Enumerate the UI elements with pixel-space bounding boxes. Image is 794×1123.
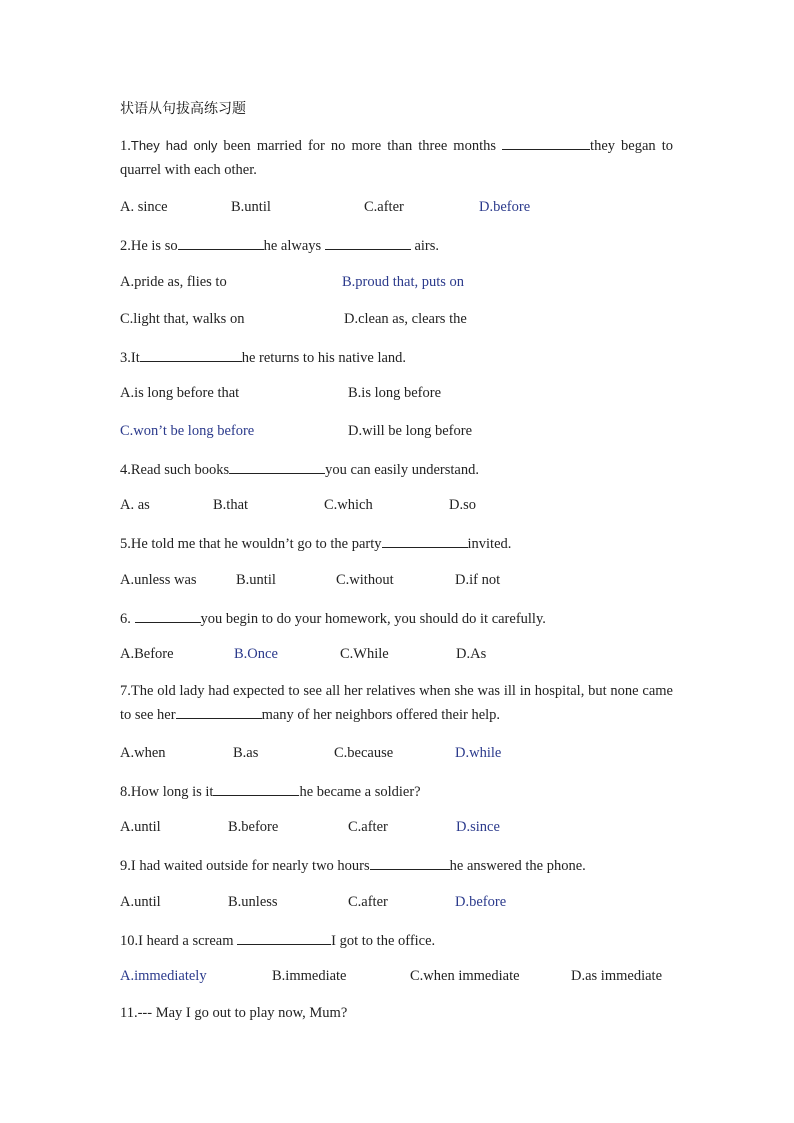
question-3-text-post: he returns to his native land. (241, 350, 407, 366)
question-8 (120, 782, 421, 801)
option-a: A. as (120, 497, 150, 513)
question-11: 11.--- May I go out to play now, Mum? (120, 1005, 348, 1021)
option-b: B.immediate (272, 968, 347, 984)
answer-blank (178, 236, 264, 250)
question-3 (120, 348, 406, 367)
option-c: C.after (348, 894, 388, 910)
option-b: B.before (228, 819, 279, 835)
question-4-text-post: you can easily understand. (325, 462, 479, 478)
answer-blank (502, 136, 590, 150)
question-4-text-pre: 4.Read such books (120, 462, 230, 478)
option-a: A.is long before that (120, 385, 240, 401)
question-9 (120, 856, 586, 875)
option-a: A.immediately (120, 968, 207, 984)
question-6-text-pre: 6. (120, 611, 135, 627)
question-10-text-pre: 10.I heard a scream (120, 933, 238, 949)
question-6-text-post: you begin to do your homework, you should do it carefully. (200, 611, 546, 627)
question-7-text-post: many of her neighbors offered their help. (261, 707, 501, 723)
option-b: B.proud that, puts on (342, 274, 465, 290)
page-title: 状语从句拔高练习题 (120, 101, 246, 117)
option-d: D.before (455, 894, 507, 910)
answer-blank (382, 534, 468, 548)
option-d: D.will be long before (348, 423, 473, 439)
option-d: D.As (456, 646, 487, 662)
question-7-text-pre: 7.The old lady had expected to see all her relatives when she was ill in hospital, but none came to see her (120, 683, 673, 723)
option-d: D.if not (455, 572, 501, 588)
option-d: D.since (456, 819, 500, 835)
question-1-text-post: they began to quarrel with each other. (120, 138, 673, 178)
answer-blank (140, 348, 242, 362)
option-c: C.after (348, 819, 388, 835)
question-7 (120, 679, 673, 727)
answer-blank (237, 931, 331, 945)
option-d: D.clean as, clears the (344, 311, 467, 327)
option-c: C.without (336, 572, 394, 588)
option-b: B.as (233, 745, 259, 761)
question-10 (120, 931, 435, 950)
question-10-text-post: I got to the office. (331, 933, 436, 949)
option-b: B.until (236, 572, 276, 588)
option-a: A.when (120, 745, 166, 761)
question-8-text-pre: 8.How long is it (120, 784, 214, 800)
option-a: A.unless was (120, 572, 197, 588)
question-8-text-post: he became a soldier? (299, 784, 421, 800)
question-2-text-pre: 2.He is so (120, 238, 178, 254)
option-a: A.until (120, 819, 161, 835)
option-a: A. since (120, 199, 168, 215)
option-c: C.after (364, 199, 404, 215)
answer-blank (229, 460, 325, 474)
option-c: C.when immediate (410, 968, 520, 984)
question-9-text-post: he answered the phone. (449, 858, 586, 874)
option-c: C.because (334, 745, 394, 761)
question-2 (120, 236, 439, 255)
question-2-text-post: airs. (410, 238, 439, 254)
question-4 (120, 460, 479, 479)
option-b: B.is long before (348, 385, 442, 401)
answer-blank (135, 609, 201, 623)
option-d: D.so (449, 497, 476, 513)
question-3-text-pre: 3.It (120, 350, 140, 366)
option-d: D.while (455, 745, 502, 761)
option-c: C.While (340, 646, 389, 662)
question-5-text-pre: 5.He told me that he wouldn’t go to the party (120, 536, 382, 552)
option-b: B.that (213, 497, 249, 513)
question-1-lead-text: They had only (130, 138, 218, 153)
option-c: C.light that, walks on (120, 311, 245, 327)
answer-blank (325, 236, 411, 250)
question-5 (120, 534, 511, 553)
option-a: A.until (120, 894, 161, 910)
option-c: C.which (324, 497, 373, 513)
option-b: B.until (231, 199, 271, 215)
option-b: B.Once (234, 646, 278, 662)
question-6 (120, 609, 546, 628)
answer-blank (370, 856, 450, 870)
answer-blank (213, 782, 299, 796)
option-a: A.Before (120, 646, 174, 662)
question-9-text-pre: 9.I had waited outside for nearly two hours (120, 858, 370, 874)
question-5-text-post: invited. (467, 536, 512, 552)
answer-blank (176, 705, 262, 719)
option-a: A.pride as, flies to (120, 274, 227, 290)
option-d: D.before (479, 199, 531, 215)
option-b: B.unless (228, 894, 278, 910)
option-d: D.as immediate (571, 968, 663, 984)
question-1 (120, 134, 673, 182)
option-c: C.won’t be long before (120, 423, 255, 439)
question-1-text-pre: been married for no more than three months (217, 138, 503, 154)
question-2-text-mid: he always (263, 238, 325, 254)
question-1-number: 1. (120, 138, 131, 154)
